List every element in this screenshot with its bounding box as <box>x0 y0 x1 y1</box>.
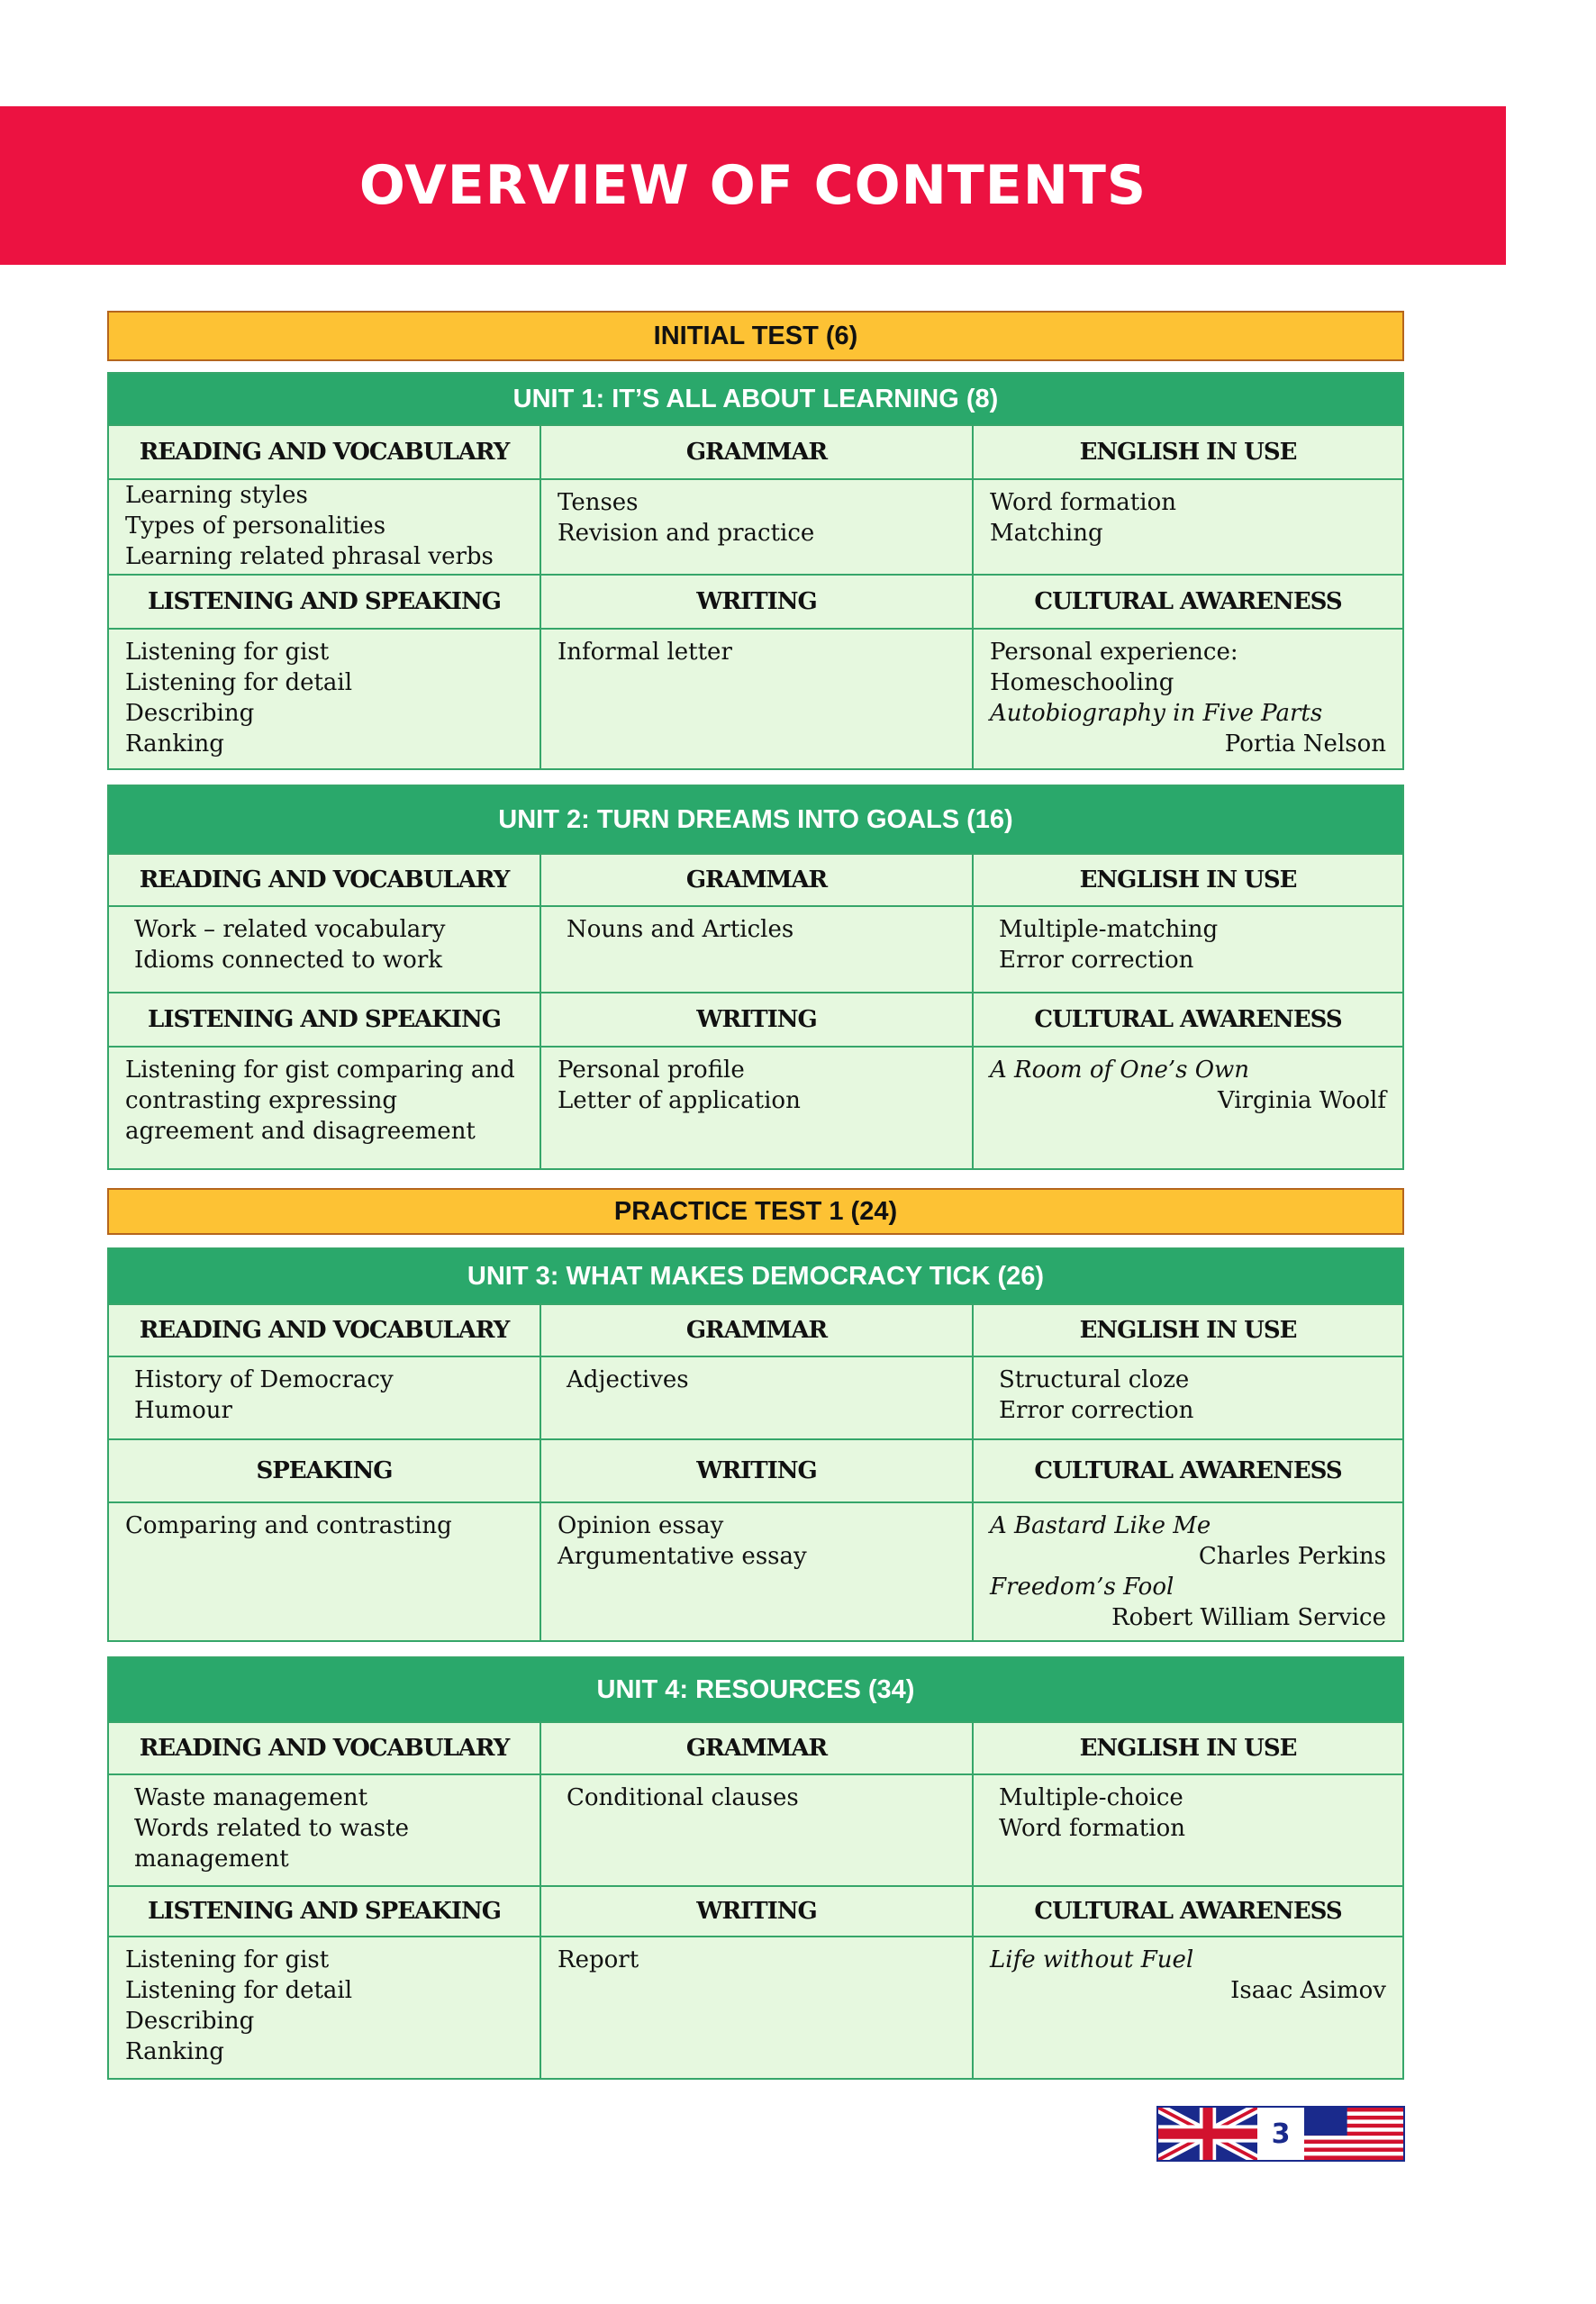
list-item: Adjectives <box>567 1366 689 1393</box>
header-writing: WRITING <box>541 1885 974 1936</box>
list-item: Listening for gist comparing and contrasting expressing agreement and disagreement <box>125 1057 515 1145</box>
cell-reading-vocabulary <box>109 1773 541 1885</box>
list-item: Work – related vocabulary <box>134 916 446 943</box>
page-title: OVERVIEW OF CONTENTS <box>358 154 1147 217</box>
us-flag-icon <box>1304 2108 1403 2160</box>
list-item: Ranking <box>125 2038 224 2065</box>
header-english-in-use: ENGLISH IN USE <box>974 424 1402 478</box>
page-footer <box>1156 2106 1405 2162</box>
author-name: Portia Nelson <box>1224 730 1386 757</box>
list-item: Revision and practice <box>558 520 815 547</box>
cell-cultural-awareness <box>974 1936 1402 2078</box>
list-item: Homeschooling <box>990 669 1174 696</box>
cell-grammar <box>541 1773 974 1885</box>
cell-writing <box>541 1501 974 1640</box>
list-item: Argumentative essay <box>558 1543 807 1570</box>
cell-english-in-use <box>974 1773 1402 1885</box>
header-listening-speaking: LISTENING AND SPEAKING <box>109 992 541 1046</box>
list-item: Listening for gist <box>125 639 330 666</box>
cell-cultural-awareness <box>974 1046 1402 1168</box>
header-writing: WRITING <box>541 574 974 628</box>
literary-title: Autobiography in Five Parts <box>990 700 1323 727</box>
initial-test-bar <box>107 311 1404 361</box>
cell-english-in-use <box>974 1356 1402 1438</box>
list-item: Structural cloze <box>999 1366 1190 1393</box>
cell-writing <box>541 628 974 768</box>
list-item: Nouns and Articles <box>567 916 794 943</box>
list-item: Waste management <box>134 1784 368 1811</box>
list-item: Ranking <box>125 730 224 757</box>
header-cultural-awareness: CULTURAL AWARENESS <box>974 1438 1402 1501</box>
unit-title: UNIT 1: IT’S ALL ABOUT LEARNING (8) <box>109 374 1402 424</box>
cell-cultural-awareness <box>974 628 1402 768</box>
header-cultural-awareness: CULTURAL AWARENESS <box>974 574 1402 628</box>
contents-table <box>107 311 1404 2080</box>
header-english-in-use: ENGLISH IN USE <box>974 1303 1402 1356</box>
literary-title: Freedom’s Fool <box>990 1574 1174 1601</box>
list-item: Report <box>558 1946 639 1973</box>
header-grammar: GRAMMAR <box>541 853 974 905</box>
header-listening-speaking: LISTENING AND SPEAKING <box>109 574 541 628</box>
cell-reading-vocabulary <box>109 478 541 574</box>
title-banner <box>0 106 1506 265</box>
header-speaking: SPEAKING <box>109 1438 541 1501</box>
initial-test-label: INITIAL TEST (6) <box>653 321 858 350</box>
unit-title: UNIT 3: WHAT MAKES DEMOCRACY TICK (26) <box>109 1249 1402 1303</box>
list-item: management <box>134 1846 289 1873</box>
cell-writing <box>541 1936 974 2078</box>
header-reading-vocabulary: READING AND VOCABULARY <box>109 853 541 905</box>
header-grammar: GRAMMAR <box>541 1303 974 1356</box>
list-item: Opinion essay <box>558 1512 724 1539</box>
header-english-in-use: ENGLISH IN USE <box>974 1721 1402 1773</box>
list-item: Multiple-choice <box>999 1784 1183 1811</box>
list-item: Listening for detail <box>125 669 353 696</box>
unit-1 <box>107 372 1404 770</box>
list-item: Error correction <box>999 947 1194 974</box>
header-reading-vocabulary: READING AND VOCABULARY <box>109 424 541 478</box>
list-item: Listening for detail <box>125 1977 353 2004</box>
header-english-in-use: ENGLISH IN USE <box>974 853 1402 905</box>
cell-speaking <box>109 1501 541 1640</box>
practice-test-bar <box>107 1188 1404 1235</box>
author-name: Charles Perkins <box>1198 1543 1386 1570</box>
list-item: Tenses <box>558 489 639 516</box>
cell-listening-speaking <box>109 628 541 768</box>
header-reading-vocabulary: READING AND VOCABULARY <box>109 1721 541 1773</box>
cell-english-in-use <box>974 478 1402 574</box>
list-item: Listening for gist <box>125 1946 330 1973</box>
list-item: Comparing and contrasting <box>125 1512 452 1539</box>
list-item: Types of personalities <box>125 513 386 540</box>
unit-3 <box>107 1247 1404 1642</box>
header-cultural-awareness: CULTURAL AWARENESS <box>974 992 1402 1046</box>
header-writing: WRITING <box>541 1438 974 1501</box>
list-item: Conditional clauses <box>567 1784 799 1811</box>
list-item: Describing <box>125 700 255 727</box>
list-item: Error correction <box>999 1397 1194 1424</box>
cell-reading-vocabulary <box>109 1356 541 1438</box>
author-name: Virginia Woolf <box>1217 1087 1386 1114</box>
literary-title: A Bastard Like Me <box>990 1512 1211 1539</box>
unit-title: UNIT 4: RESOURCES (34) <box>109 1658 1402 1721</box>
uk-flag-icon <box>1158 2108 1257 2160</box>
literary-title: A Room of One’s Own <box>990 1057 1250 1084</box>
list-item: Learning styles <box>125 482 308 509</box>
cell-writing <box>541 1046 974 1168</box>
cell-cultural-awareness <box>974 1501 1402 1640</box>
list-item: History of Democracy <box>134 1366 394 1393</box>
list-item: Words related to waste <box>134 1815 409 1842</box>
list-item: Word formation <box>990 489 1176 516</box>
cell-grammar <box>541 478 974 574</box>
header-listening-speaking: LISTENING AND SPEAKING <box>109 1885 541 1936</box>
header-cultural-awareness: CULTURAL AWARENESS <box>974 1885 1402 1936</box>
list-item: Matching <box>990 520 1103 547</box>
unit-title: UNIT 2: TURN DREAMS INTO GOALS (16) <box>109 786 1402 853</box>
author-name: Robert William Service <box>1111 1604 1386 1631</box>
cell-english-in-use <box>974 905 1402 992</box>
cell-grammar <box>541 905 974 992</box>
list-item: Letter of application <box>558 1087 801 1114</box>
literary-title: Life without Fuel <box>990 1946 1194 1973</box>
list-item: Humour <box>134 1397 232 1424</box>
unit-4 <box>107 1656 1404 2080</box>
list-item: Multiple-matching <box>999 916 1219 943</box>
header-writing: WRITING <box>541 992 974 1046</box>
author-name: Isaac Asimov <box>1230 1977 1386 2004</box>
list-item: Describing <box>125 2008 255 2035</box>
cell-listening-speaking <box>109 1046 541 1168</box>
list-item: Personal profile <box>558 1057 745 1084</box>
list-item: Learning related phrasal verbs <box>125 543 494 570</box>
list-item: Personal experience: <box>990 639 1238 666</box>
header-grammar: GRAMMAR <box>541 1721 974 1773</box>
header-grammar: GRAMMAR <box>541 424 974 478</box>
list-item: Informal letter <box>558 639 732 666</box>
list-item: Idioms connected to work <box>134 947 442 974</box>
page-number: 3 <box>1257 2108 1304 2160</box>
header-reading-vocabulary: READING AND VOCABULARY <box>109 1303 541 1356</box>
cell-listening-speaking <box>109 1936 541 2078</box>
cell-reading-vocabulary <box>109 905 541 992</box>
unit-2 <box>107 785 1404 1170</box>
cell-grammar <box>541 1356 974 1438</box>
list-item: Word formation <box>999 1815 1185 1842</box>
practice-test-label: PRACTICE TEST 1 (24) <box>613 1196 898 1226</box>
